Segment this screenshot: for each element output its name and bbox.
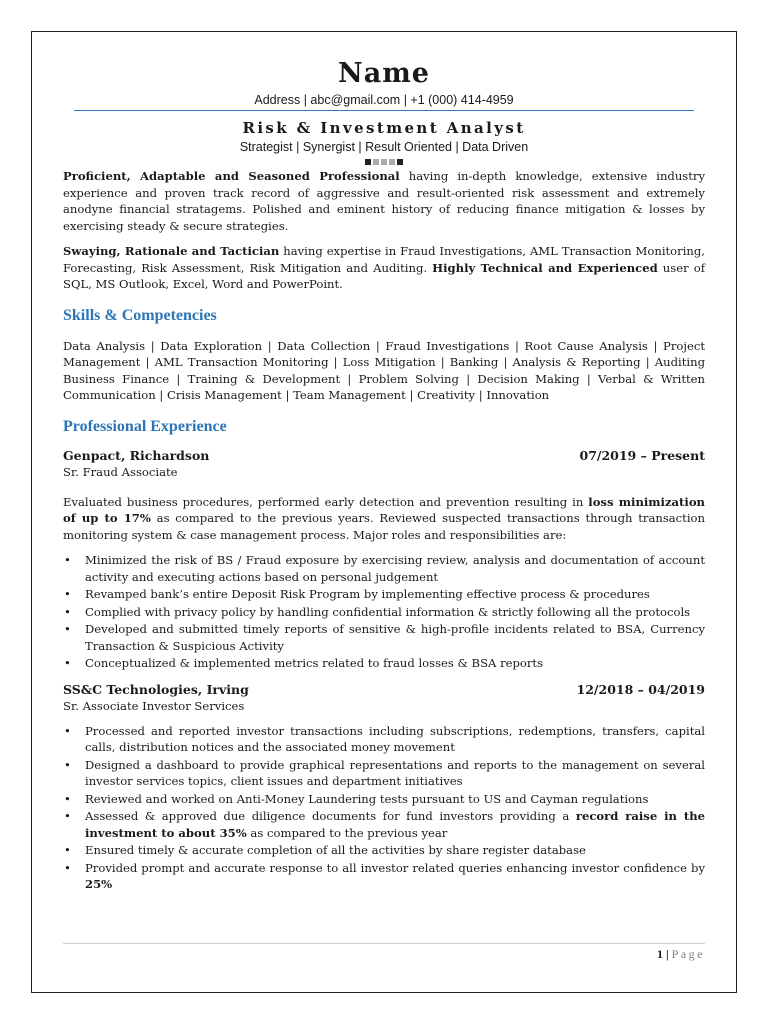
summary-2-text-2: user of SQL, MS Outlook, Excel, Word and PowerPoint. <box>63 260 706 291</box>
job-1-bullets <box>63 552 705 672</box>
bullet-text: Revamped bank’s entire Deposit Risk Program by implementing effective process & procedures <box>85 587 650 601</box>
bullet-text: Designed a dashboard to provide graphical representations and reports to the management on several investor services topics, client issues and department initiatives <box>85 757 705 788</box>
bullet-icon: • <box>64 757 71 772</box>
company-name: SS&C Technologies, Irving <box>63 681 249 697</box>
decorative-dots <box>63 157 705 167</box>
summary-2-bold: Swaying, Rationale and Tactician <box>63 244 280 258</box>
list-item <box>63 723 705 756</box>
company-name: Genpact, Richardson <box>63 447 210 463</box>
page-footer <box>63 946 705 962</box>
page-separator: | <box>666 947 669 961</box>
list-item <box>63 552 705 585</box>
job-role: Sr. Associate Investor Services <box>63 698 245 713</box>
list-item <box>63 586 705 603</box>
job-role: Sr. Fraud Associate <box>63 464 178 479</box>
list-item <box>63 791 705 808</box>
summary-1-bold: Proficient, Adaptable and Seasoned Professional <box>63 169 400 183</box>
job-dates: 12/2018 – 04/2019 <box>576 681 705 697</box>
list-item <box>63 842 705 859</box>
list-item <box>63 655 705 672</box>
job-summary-text: Evaluated business procedures, performed early detection and prevention resulting in <box>63 494 589 509</box>
bullet-icon: • <box>64 604 71 619</box>
job-2-bullets <box>63 723 705 893</box>
contact-line: Address | abc@gmail.com | +1 (000) 414-4959 <box>254 93 514 107</box>
job-header <box>63 682 705 698</box>
job-summary-bold: loss minimization of up to 17% <box>63 494 705 525</box>
job-header <box>63 448 705 464</box>
bullet-bold: 25% <box>85 877 113 891</box>
list-item <box>63 621 705 654</box>
bullet-text: Provided prompt and accurate response to all investor related queries enhancing investor confidence by <box>85 860 705 875</box>
job-dates: 07/2019 – Present <box>579 447 705 463</box>
bullet-icon: • <box>64 553 71 567</box>
dot-icon <box>397 159 403 165</box>
bullet-bold: record raise in the investment to about 35% <box>85 809 706 840</box>
dot-icon <box>365 159 371 165</box>
bullet-text: Minimized the risk of BS / Fraud exposure by exercising review, analysis and documentation of account activity and executing actions based on personal judgement <box>85 553 705 584</box>
list-item <box>63 604 705 621</box>
bullet-text-2: as compared to the previous year <box>246 825 448 840</box>
dot-icon <box>381 159 387 165</box>
bullet-text: Processed and reported investor transactions including subscriptions, redemptions, transfers, capital calls, distribution notices and the associated money movement <box>85 723 705 754</box>
dot-icon <box>389 159 395 165</box>
job-summary-text-2: as compared to the previous years. Reviewed suspected transactions through transaction monitoring system & case management process. Major roles and responsibilities are: <box>63 511 705 542</box>
summary-2-text: having expertise in Fraud Investigations, AML Transaction Monitoring, Forecasting, Risk Assessment, Risk Mitigation and Auditing. <box>63 244 705 275</box>
bullet-icon: • <box>64 587 71 601</box>
job-title: Risk & Investment Analyst <box>242 119 526 137</box>
resume-content <box>63 58 705 894</box>
bullet-icon: • <box>64 723 71 738</box>
list-item <box>63 860 705 893</box>
footer-rule <box>63 943 705 944</box>
job-summary <box>63 494 705 544</box>
summary-2-bold-2: Highly Technical and Experienced <box>432 260 658 275</box>
summary-paragraph-2 <box>63 243 705 293</box>
summary-paragraph-1 <box>63 168 705 234</box>
bullet-text: Complied with privacy policy by handling confidential information & strictly following all the protocols <box>85 604 691 619</box>
bullet-icon: • <box>64 860 71 875</box>
list-item <box>63 757 705 790</box>
bullet-icon: • <box>64 809 71 823</box>
bullet-icon: • <box>64 656 71 670</box>
summary-1-text: having in-depth knowledge, extensive industry experience and proven track record of aggressive and result-oriented risk assessment and extremely anodyne financial stratagems. Polished and eminent history of reducing finance mitigation & losses by exercising steady & secure strategies. <box>63 169 706 233</box>
page-number: 1 <box>657 947 664 961</box>
bullet-text: Developed and submitted timely reports of sensitive & high-profile incidents related to BSA, Currency Transaction & Suspicious Activity <box>85 622 705 653</box>
list-item <box>63 808 705 841</box>
dot-icon <box>373 159 379 165</box>
bullet-text: Assessed & approved due diligence documents for fund investors providing a <box>85 809 576 823</box>
page-label: Page <box>671 947 705 961</box>
bullet-text: Conceptualized & implemented metrics related to fraud losses & BSA reports <box>85 656 544 670</box>
bullet-text: Ensured timely & accurate completion of all the activities by share register database <box>85 843 586 857</box>
tagline: Strategist | Synergist | Result Oriented | Data Driven <box>239 140 529 154</box>
bullet-icon: • <box>64 843 71 857</box>
bullet-text: Reviewed and worked on Anti-Money Laundering tests pursuant to US and Cayman regulations <box>85 791 649 806</box>
bullet-icon: • <box>64 622 71 636</box>
experience-heading: Professional Experience <box>63 417 227 435</box>
bullet-icon: • <box>64 791 71 806</box>
header-rule <box>74 110 694 111</box>
skills-list: Data Analysis | Data Exploration | Data Collection | Fraud Investigations | Root Cause Analysis | Project Management | AML Transaction Monitoring | Loss Mitigation | Banking | Analysis & Reporting | Auditing Business Finance | Training & Development | Problem Solving | Decision Making | Verbal & Written Communication | Crisis Management | Team Management | Creativity | Innovation <box>63 338 705 402</box>
skills-heading: Skills & Competencies <box>63 306 217 324</box>
candidate-name: Name <box>338 58 430 89</box>
